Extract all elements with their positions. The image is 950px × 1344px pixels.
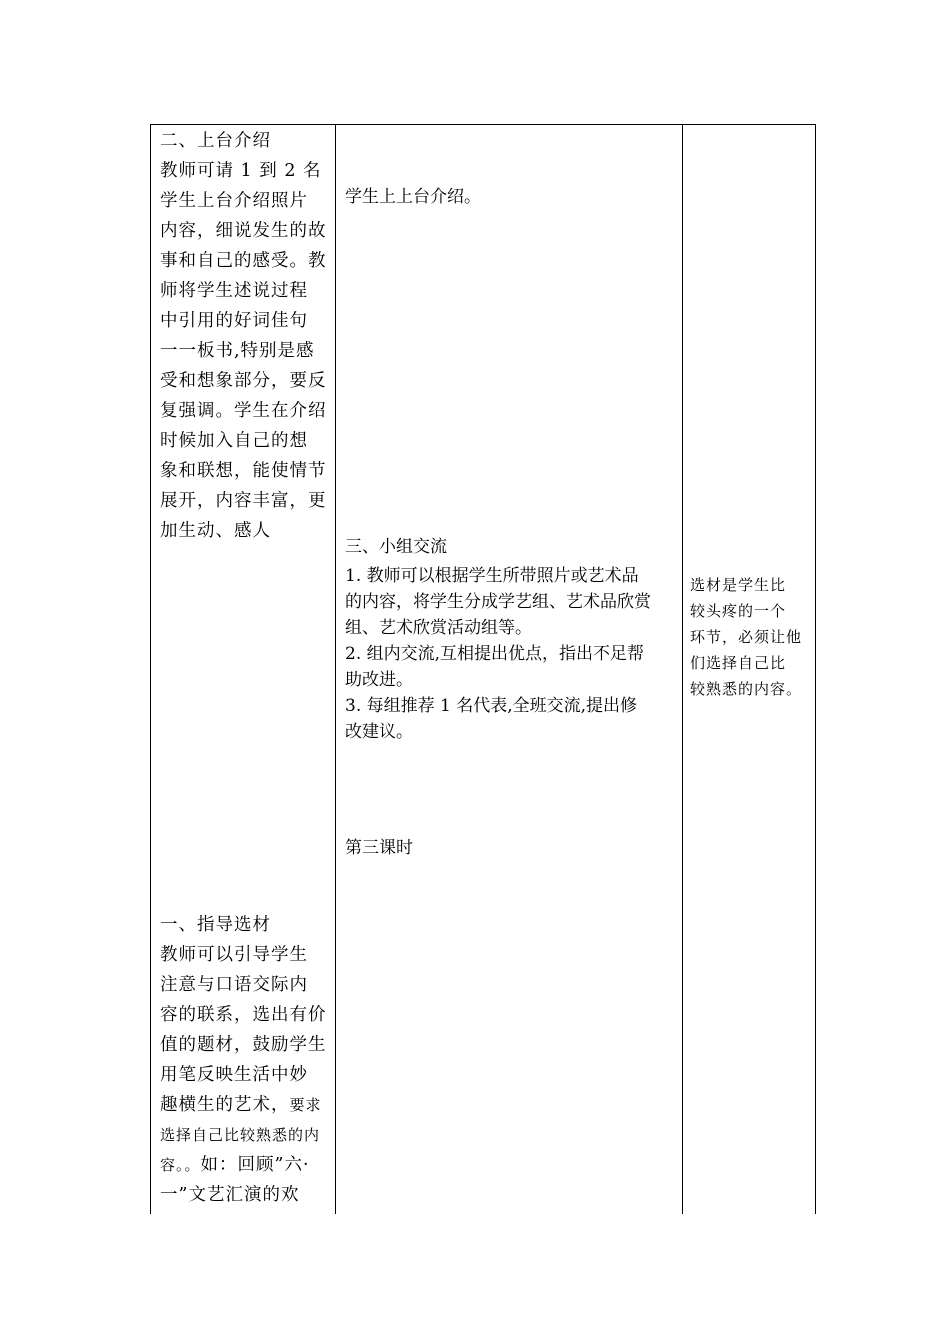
table-divider-2	[682, 124, 683, 1214]
section1-heading: 一、指导选材	[160, 915, 271, 935]
section2-body: 教师可请 1 到 2 名 学生上台介绍照片 内容，细说发生的故 事和自己的感受。教 师将学生述说过程 中引用的好词佳句 一一板书,特别是感 受和想象部分，要反 复强调。学生在介绍 时候加入自己的想 象和联想，能使情节 展开，内容丰富，更 加生动、感人	[160, 161, 327, 541]
lesson3-label: 第三课时	[345, 838, 413, 858]
table-border-right	[815, 124, 816, 1214]
student-intro-text: 学生上上台介绍。	[345, 187, 481, 207]
section1-body-small: 要求 选择自己比较熟悉的内 容。。	[160, 1096, 322, 1174]
section3-heading: 三、小组交流	[345, 537, 447, 557]
table-divider-1	[335, 124, 336, 1214]
section3-items: 1. 教师可以根据学生所带照片或艺术品 的内容，将学生分成学艺组、艺术品欣赏 组、艺术欣赏活动组等。 2. 组内交流,互相提出优点，指出不足帮 助改进。 3. 每组推荐 1 名代表,全班交流,提出修 改建议。	[345, 566, 651, 742]
section1-body-tail: 如：回顾”六· 一”文艺汇演的欢	[160, 1155, 310, 1205]
section1-body-main: 教师可以引导学生 注意与口语交际内 容的联系，选出有价 值的题材，鼓励学生 用笔反映生活中妙 趣横生的艺术，	[160, 945, 327, 1115]
teaching-note: 选材是学生比 较头疼的一个 环节，必须让他 们选择自己比 较熟悉的内容。	[690, 576, 803, 698]
table-border-left	[150, 124, 151, 1214]
section1-body	[160, 940, 330, 1210]
section2-heading: 二、上台介绍	[160, 131, 271, 151]
